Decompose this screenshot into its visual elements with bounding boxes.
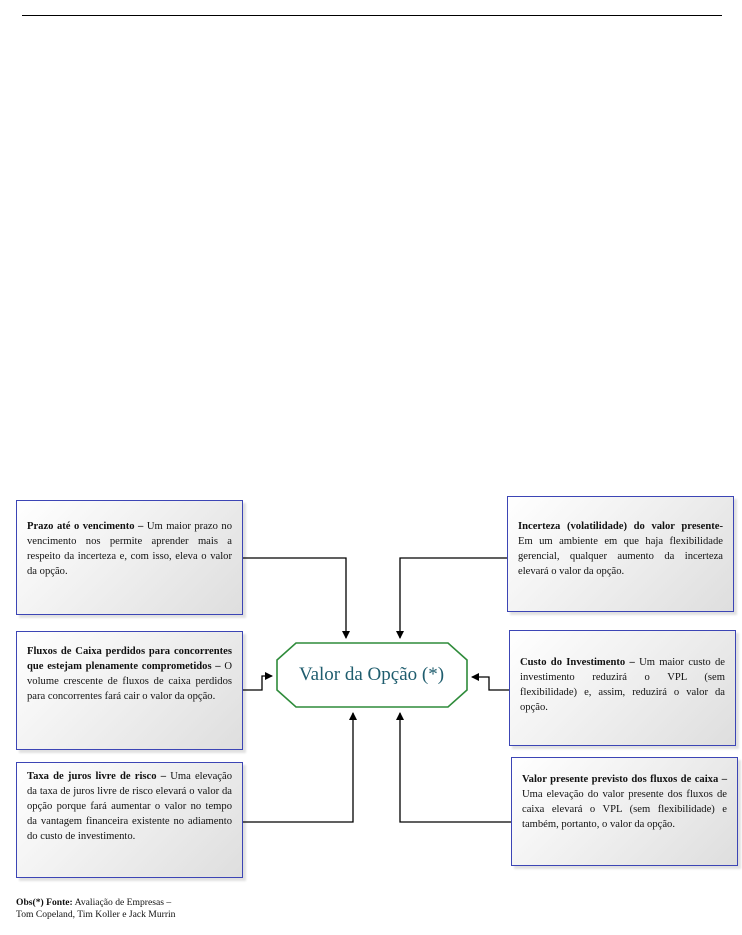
arrow-custo xyxy=(472,677,509,690)
factor-box-valor xyxy=(511,757,738,866)
factor-title: Incerteza (volatilidade) do valor presente- xyxy=(518,521,723,532)
source-note-authors: Tom Copeland, Tim Koller e Jack Murrin xyxy=(16,909,176,920)
factor-text: Em um ambiente em que haja flexibilidade gerencial, qualquer aumento da incerteza elevará o valor da opção. xyxy=(518,536,723,577)
arrow-prazo xyxy=(243,558,346,638)
factor-text: Uma elevação do valor presente dos fluxos de caixa elevará o VPL (sem flexibilidade) e também, portanto, o valor da opção. xyxy=(522,789,727,830)
factor-text: Um maior custo de investimento reduzirá o VPL (sem flexibilidade) e, assim, reduzirá o valor da opção. xyxy=(520,657,725,713)
source-note-label: Obs(*) Fonte: xyxy=(16,897,73,908)
factor-title: Taxa de juros livre de risco – xyxy=(27,771,167,782)
factor-text: Um maior prazo no vencimento nos permite aprender mais a respeito da incerteza e, com isso, eleva o valor da opção. xyxy=(27,521,232,577)
factor-text: Uma elevação da taxa de juros livre de risco elevará o valor da opção porque fará aumentar o valor no tempo da vantagem financeira existente no adiamento do custo de investimento. xyxy=(27,771,232,842)
arrow-incerteza xyxy=(400,558,507,638)
arrow-valor xyxy=(400,713,511,822)
source-note-text: Avaliação de Empresas – xyxy=(72,897,172,908)
factor-title: Custo do Investimento – xyxy=(520,657,635,668)
factor-box-custo xyxy=(509,630,736,746)
source-note xyxy=(16,897,175,921)
factor-box-incerteza xyxy=(507,496,734,612)
factor-text: O volume crescente de fluxos de caixa perdidos para concorrentes fará cair o valor da opção. xyxy=(27,661,232,702)
arrow-fluxos xyxy=(243,676,272,690)
factor-box-taxa xyxy=(16,762,243,878)
center-label: Valor da Opção (*) xyxy=(298,664,445,685)
factor-title: Fluxos de Caixa perdidos para concorrentes que estejam plenamente comprometidos – xyxy=(27,646,232,672)
factor-title: Prazo até o vencimento – xyxy=(27,521,144,532)
factor-box-fluxos xyxy=(16,631,243,750)
factor-title: Valor presente previsto dos fluxos de caixa – xyxy=(522,774,727,785)
arrow-taxa xyxy=(243,713,353,822)
factor-box-prazo xyxy=(16,500,243,615)
